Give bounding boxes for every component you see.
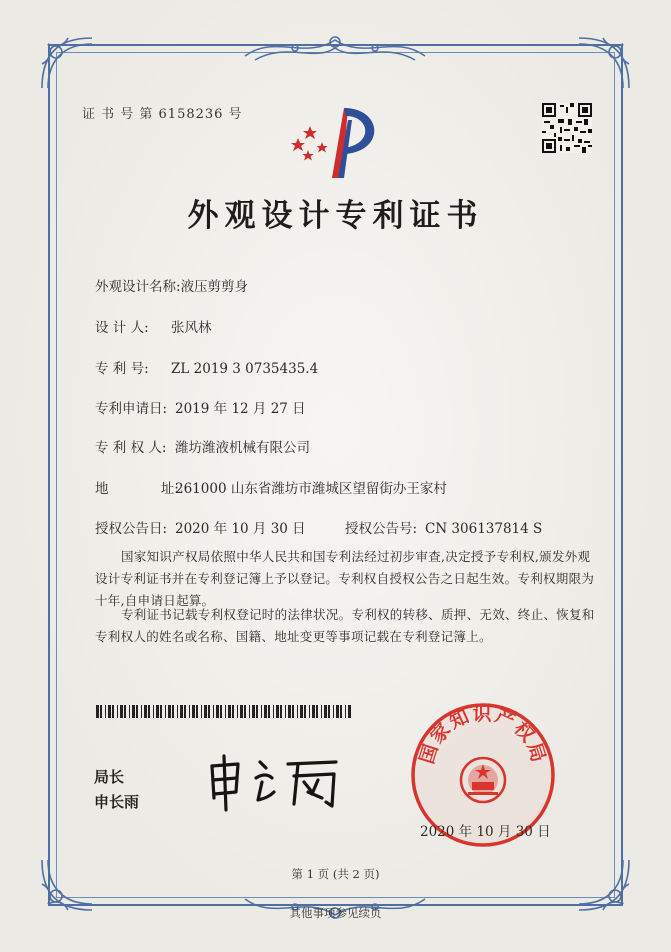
director-name: 申长雨: [94, 793, 140, 811]
design-name-label: 外观设计名称:: [95, 279, 181, 295]
announce-date-label: 授权公告日:: [95, 521, 168, 537]
seal-date: 2020 年 10 月 30 日: [420, 824, 551, 840]
corner-ornament-top-left: [38, 34, 96, 92]
top-ornament: [235, 30, 435, 64]
field-patentee: [95, 436, 310, 456]
announce-number-value: CN 306137814 S: [425, 521, 543, 537]
patent-number-value: ZL 2019 3 0735435.4: [171, 361, 319, 377]
announce-date-value: 2020 年 10 月 30 日: [175, 521, 306, 537]
barcode: [96, 705, 354, 718]
patent-number-label: 专 利 号:: [95, 361, 149, 377]
design-name-value: 液压剪剪身: [180, 279, 249, 295]
director-signature: [202, 752, 352, 812]
grant-paragraph: 国家知识产权局依照中华人民共和国专利法经过初步审查,决定授予专利权,颁发外观设计专利证书并在专利登记簿上予以登记。专利权自授权公告之日起生效。专利权期限为十年,自申请日起算。: [95, 549, 595, 608]
director-title: 局长: [94, 768, 125, 786]
certificate-title: 外观设计专利证书: [187, 198, 484, 234]
legal-status-paragraph: 专利证书记载专利权登记时的法律状况。专利权的转移、质押、无效、终止、恢复和专利权人的姓名或名称、国籍、地址变更等事项记载在专利登记簿上。: [95, 607, 595, 644]
address-label: 地 址:: [95, 481, 179, 497]
certificate-number: 证 书 号 第 6158236 号: [82, 107, 243, 122]
field-address: [95, 477, 447, 497]
patentee-label: 专 利 权 人:: [95, 440, 167, 456]
page-number: 第 1 页 (共 2 页): [291, 867, 380, 881]
designer-value: 张风林: [171, 320, 212, 336]
patentee-value: 潍坊潍液机械有限公司: [175, 440, 310, 456]
announce-number-label: 授权公告号:: [345, 521, 418, 537]
corner-ornament-top-right: [575, 34, 633, 92]
filing-date-value: 2019 年 12 月 27 日: [175, 401, 306, 417]
field-design-name: [95, 275, 248, 295]
filing-date-label: 专利申请日:: [95, 401, 168, 417]
field-patent-number: [95, 357, 318, 377]
field-filing-date: [95, 397, 306, 417]
designer-label: 设 计 人:: [95, 320, 149, 336]
cnipa-logo-icon: [282, 100, 392, 180]
field-announce-date: [95, 517, 306, 537]
field-announce-number: [345, 517, 542, 537]
footer-note: 其他事项参见续页: [289, 906, 382, 920]
seal-text: 国家知识产权局: [415, 703, 551, 767]
address-value: 261000 山东省潍坊市潍城区望留街办王家村: [175, 481, 447, 497]
qr-code: [542, 103, 592, 153]
field-designer: [95, 316, 212, 336]
